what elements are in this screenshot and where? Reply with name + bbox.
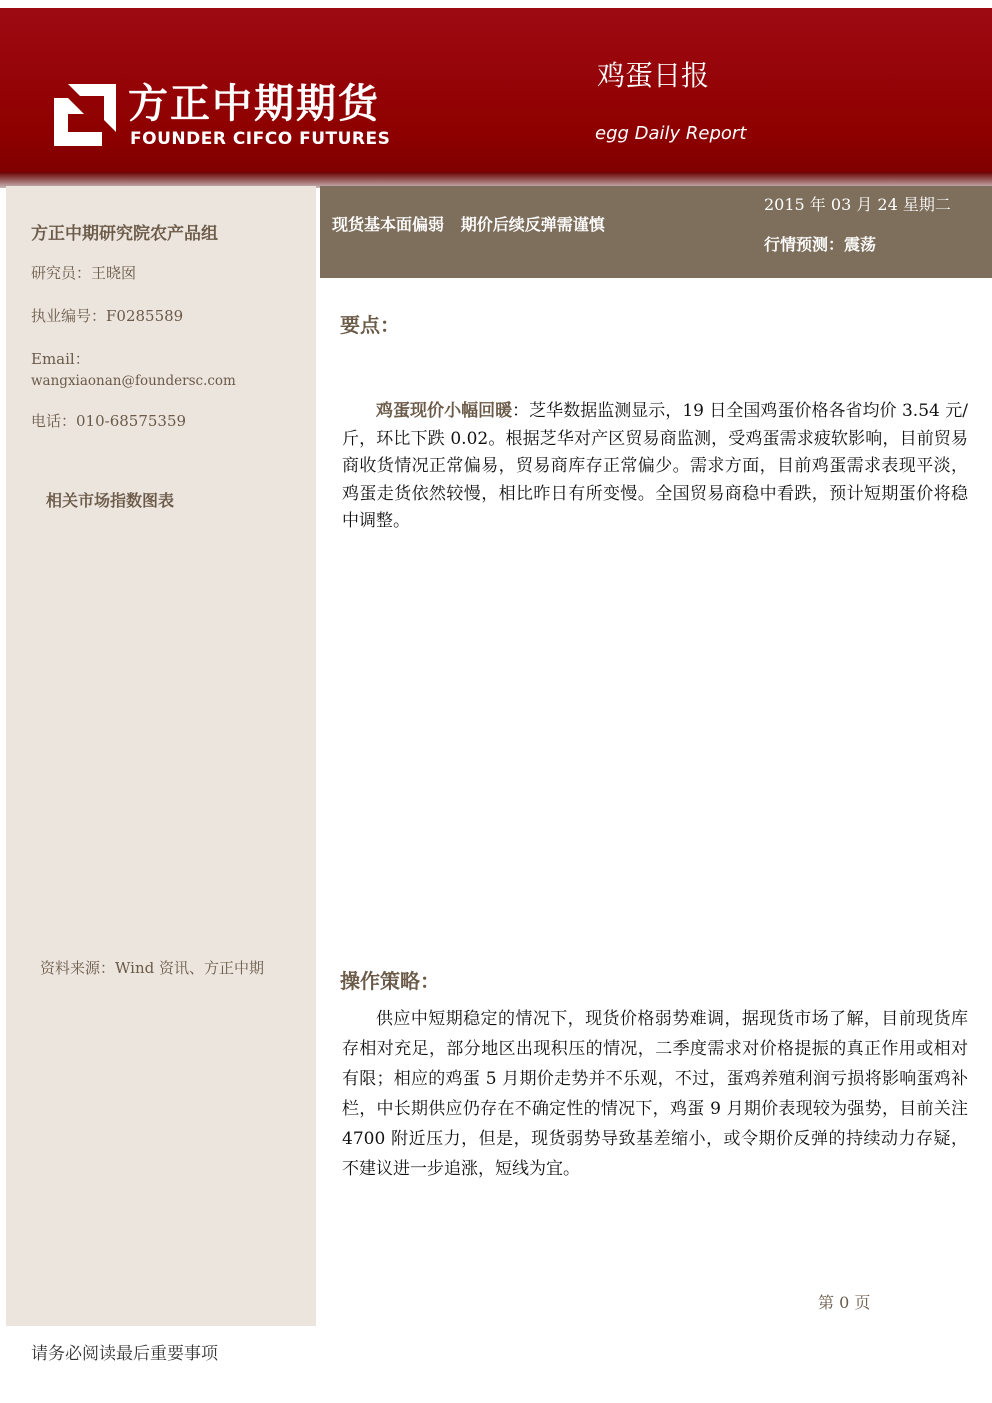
company-name-cn: 方正中期期货 xyxy=(128,81,380,127)
report-title: 鸡蛋日报 xyxy=(597,59,710,92)
key-points-body: ：芝华数据监测显示，19 日全国鸡蛋价格各省均价 3.54 元/斤，环比下跌 0.02。根据芝华对产区贸易商监测，受鸡蛋需求疲软影响，目前贸易商收货情况正常偏易，贸易商库存正常偏少。需求方面，目前鸡蛋需求表现平淡，鸡蛋走货依然较慢，相比昨日有所变慢。全国贸易商稳中看跌，预计短期蛋价将稳中调整。 xyxy=(342,401,968,531)
strategy-paragraph: 供应中短期稳定的情况下，现货价格弱势难调，据现货市场了解，目前现货库存相对充足，部分地区出现积压的情况，二季度需求对价格提振的真正作用或相对有限；相应的鸡蛋 5 月期价走势并不乐观，不过，蛋鸡养殖利润亏损将影响蛋鸡补栏，中长期供应仍存在不确定性的情况下，鸡蛋 9 月期价表现较为强势，目前关注 4700 附近压力，但是，现货弱势导致基差缩小，或令期价反弹的持续动力存疑，不建议进一步追涨，短线为宜。 xyxy=(342,1009,968,1179)
founder-logo-icon xyxy=(54,84,116,146)
report-date: 2015 年 03 月 24 星期二 xyxy=(764,195,951,214)
phone-number: 电话：010-68575359 xyxy=(31,412,187,430)
license-number: 执业编号：F0285589 xyxy=(31,307,184,325)
disclaimer-notice: 请务必阅读最后重要事项 xyxy=(31,1344,218,1364)
company-name-en: FOUNDER CIFCO FUTURES xyxy=(130,129,391,149)
email-label: Email： xyxy=(31,350,90,368)
page-number: 第 0 页 xyxy=(818,1293,871,1312)
key-points-paragraph xyxy=(342,398,968,536)
email-address[interactable]: wangxiaonan@foundersc.com xyxy=(31,373,236,389)
topic-headline: 现货基本面偏弱 期价后续反弹需谨慎 xyxy=(332,215,605,234)
market-forecast: 行情预测：震荡 xyxy=(764,235,877,254)
chart-section-heading: 相关市场指数图表 xyxy=(46,491,175,510)
report-subtitle: egg Daily Report xyxy=(595,123,747,144)
researcher-name: 研究员：王晓囡 xyxy=(31,264,137,282)
strategy-heading: 操作策略： xyxy=(340,969,440,993)
research-group: 方正中期研究院农产品组 xyxy=(31,224,218,244)
data-source: 资料来源：Wind 资讯、方正中期 xyxy=(40,959,264,977)
key-points-lead: 鸡蛋现价小幅回暖 xyxy=(376,401,513,421)
key-points-heading: 要点： xyxy=(340,313,400,337)
